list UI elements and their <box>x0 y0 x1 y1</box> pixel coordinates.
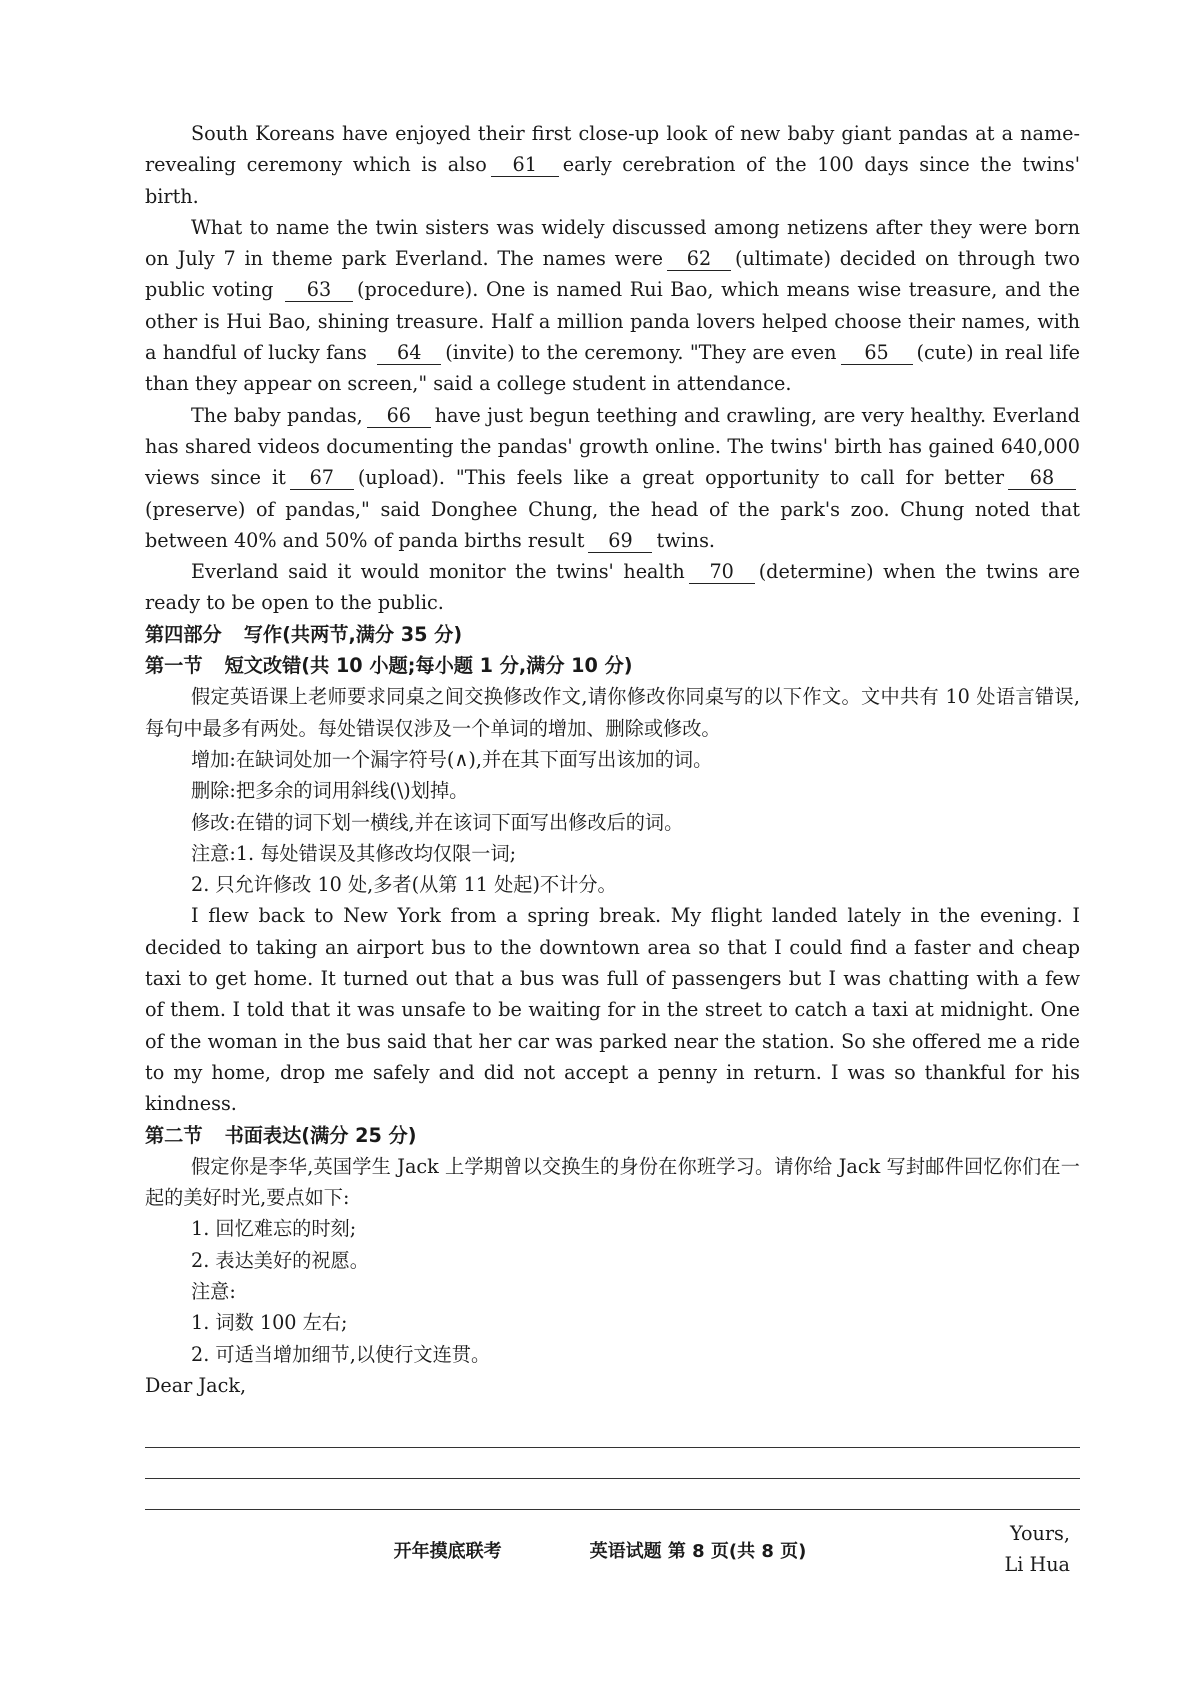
passage-text: (upload). "This feels like a great opportunity to call for better <box>357 466 1004 490</box>
passage-text: early cerebration of the 100 days since the twins' birth. <box>145 153 1080 208</box>
footer-page-info: 英语试题 第 8 页(共 8 页) <box>589 1541 807 1562</box>
answer-lines <box>145 1417 1080 1510</box>
answer-line <box>145 1417 1080 1448</box>
blank-70: 70 <box>689 561 755 584</box>
writing-note-2: 2. 可适当增加细节,以使行文连贯。 <box>191 1342 491 1366</box>
instruction-delete: 删除:把多余的词用斜线(\)划掉。 <box>191 779 469 803</box>
section1-heading <box>145 650 1080 681</box>
passage-paragraph-1 <box>145 118 1080 212</box>
part4-title: 第四部分 <box>145 622 222 646</box>
part4-heading <box>145 619 1080 650</box>
section2-desc: 书面表达(满分 25 分) <box>224 1123 417 1147</box>
writing-point-1: 1. 回忆难忘的时刻; <box>191 1217 357 1241</box>
blank-62: 62 <box>667 248 731 271</box>
answer-line <box>145 1448 1080 1479</box>
passage-text: twins. <box>656 528 716 552</box>
writing-note-label: 注意: <box>191 1279 236 1303</box>
passage-text: (procedure). One is named Rui Bao, which means wise treasure, and the other is Hui Bao, shining treasure. Half a million panda lovers helped choose their names, with a handful of lucky fans <box>145 278 1080 365</box>
passage-text: What to name the twin sisters was widely discussed among netizens after they were born on July 7 in theme park Everland. The names were <box>145 215 1080 271</box>
letter-closing: Yours, <box>1009 1522 1070 1546</box>
passage-text: (ultimate) decided on through two public voting <box>145 247 1080 302</box>
passage-text: Everland said it would monitor the twins' health <box>191 560 685 584</box>
passage-text: (invite) to the ceremony. "They are even <box>445 341 837 365</box>
section2-title: 第二节 <box>145 1123 203 1147</box>
letter-greeting: Dear Jack, <box>145 1373 247 1397</box>
part4-title-desc: 写作(共两节,满分 35 分) <box>243 622 463 646</box>
writing-point-2: 2. 表达美好的祝愿。 <box>191 1248 369 1272</box>
page-footer <box>0 1537 1200 1563</box>
passage-text: have just begun teething and crawling, are very healthy. Everland has shared videos documenting the pandas' growth online. The twins' birth has gained 640,000 views since it <box>145 403 1080 490</box>
passage-paragraph-3 <box>145 400 1080 556</box>
section1-desc: 短文改错(共 10 小题;每小题 1 分,满分 10 分) <box>224 654 633 678</box>
passage-text: (determine) when the twins are ready to be open to the public. <box>145 560 1080 615</box>
blank-69: 69 <box>588 530 652 553</box>
passage-text: The baby pandas, <box>191 403 363 427</box>
blank-64: 64 <box>377 342 441 365</box>
blank-68: 68 <box>1008 467 1076 490</box>
passage-text: (cute) in real life than they appear on screen," said a college student in attendance. <box>145 341 1080 396</box>
passage-paragraph-2 <box>145 212 1080 400</box>
blank-66: 66 <box>367 405 431 428</box>
writing-task: 假定你是李华,英国学生 Jack 上学期曾以交换生的身份在你班学习。请你给 Jack 写封邮件回忆你们在一起的美好时光,要点如下: <box>145 1154 1080 1210</box>
instruction-modify: 修改:在错的词下划一横线,并在该词下面写出修改后的词。 <box>191 810 684 834</box>
error-correction-essay: I flew back to New York from a spring break. My flight landed lately in the evening. I decided to taking an airport bus to the downtown area so that I could find a faster and cheap taxi to get home. It turned out that a bus was full of passengers but I was chatting with a few of them. I told that it was unsafe to be waiting for in the street to catch a taxi at midnight. One of the woman in the bus said that her car was parked near the station. So she offered me a ride to my home, drop me safely and did not accept a penny in return. I was so thankful for his kindness. <box>145 904 1080 1116</box>
answer-line <box>145 1479 1080 1510</box>
passage-text: South Koreans have enjoyed their first close-up look of new baby giant pandas at a name-revealing ceremony which is also <box>145 122 1080 177</box>
instruction-add: 增加:在缺词处加一个漏字符号(∧),并在其下面写出该加的词。 <box>191 747 713 771</box>
section2-heading <box>145 1120 1080 1151</box>
passage-text: (preserve) of pandas," said Donghee Chung, the head of the park's zoo. Chung noted that between 40% and 50% of panda births result <box>145 497 1080 552</box>
section1-title: 第一节 <box>145 654 203 678</box>
instructions-text: 假定英语课上老师要求同桌之间交换修改作文,请你修改你同桌写的以下作文。文中共有 10 处语言错误,每句中最多有两处。每处错误仅涉及一个单词的增加、删除或修改。 <box>145 685 1080 740</box>
page-content <box>145 118 1080 1580</box>
blank-61: 61 <box>491 154 559 177</box>
passage-paragraph-4 <box>145 556 1080 619</box>
writing-note-1: 1. 词数 100 左右; <box>191 1311 348 1335</box>
instruction-note-1: 注意:1. 每处错误及其修改均仅限一词; <box>191 841 517 865</box>
blank-67: 67 <box>290 467 354 490</box>
letter-signature: Li Hua <box>1004 1553 1070 1577</box>
blank-65: 65 <box>841 342 913 365</box>
blank-63: 63 <box>285 279 353 302</box>
footer-exam-name: 开年摸底联考 <box>393 1541 502 1562</box>
instruction-note-2: 2. 只允许修改 10 处,多者(从第 11 处起)不计分。 <box>191 873 617 897</box>
